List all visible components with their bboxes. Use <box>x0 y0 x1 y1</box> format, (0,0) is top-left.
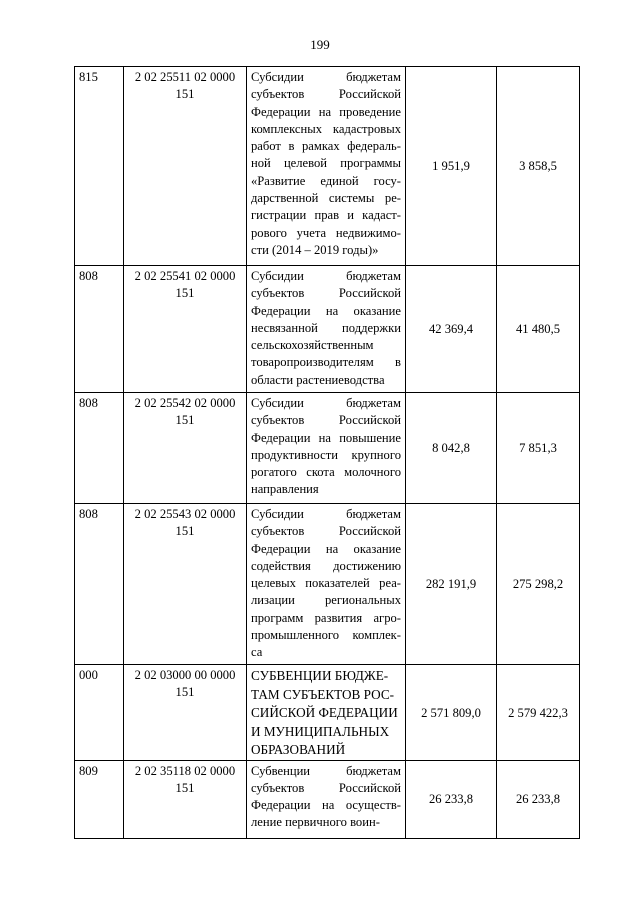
budget-classification-code-cell: 2 02 35118 02 0000 151 <box>124 760 247 838</box>
amount-year1-cell: 26 233,8 <box>406 760 497 838</box>
budget-classification-code-cell: 2 02 25511 02 0000 151 <box>124 67 247 266</box>
budget-classification-code-cell: 2 02 25542 02 0000 151 <box>124 393 247 504</box>
amount-year2-cell: 7 851,3 <box>497 393 580 504</box>
table-row <box>75 67 580 266</box>
table-row <box>75 393 580 504</box>
table-row <box>75 665 580 761</box>
table-row <box>75 266 580 393</box>
revenue-name-cell <box>247 760 406 838</box>
revenue-name-text: Субвенции бюджетам субъектов Российской Федерации на осуществ-ление первичного воин- <box>251 763 401 830</box>
revenue-name-cell: Субсидии бюджетам субъектов Российской Федерации на оказание содействия достижению целевых показателей реа-лизации региональных программ развития агро-промышленного комплек-са <box>247 504 406 665</box>
amount-year2-cell: 26 233,8 <box>497 760 580 838</box>
revenue-name-cell: Субсидии бюджетам субъектов Российской Федерации на повышение продуктивности крупного рогатого скота молочного направления <box>247 393 406 504</box>
table-row <box>75 504 580 665</box>
page-number: 199 <box>310 37 330 52</box>
amount-year1-cell: 282 191,9 <box>406 504 497 665</box>
amount-year1-cell: 8 042,8 <box>406 393 497 504</box>
admin-code-cell: 000 <box>75 665 124 761</box>
amount-year1-cell: 42 369,4 <box>406 266 497 393</box>
amount-year2-cell: 275 298,2 <box>497 504 580 665</box>
admin-code-cell: 815 <box>75 67 124 266</box>
admin-code-cell: 808 <box>75 504 124 665</box>
admin-code-cell: 808 <box>75 266 124 393</box>
admin-code-cell: 809 <box>75 760 124 838</box>
budget-classification-code-cell: 2 02 25543 02 0000 151 <box>124 504 247 665</box>
revenue-name-cell: Субсидии бюджетам субъектов Российской Федерации на проведение комплексных кадастровых работ в рамках федераль-ной целевой программы «Развитие единой госу-дарственной системы ре-гистрации прав и кадаст-рового учета недвижимо-сти (2014 – 2019 годы)» <box>247 67 406 266</box>
admin-code-cell: 808 <box>75 393 124 504</box>
budget-classification-code-cell: 2 02 03000 00 0000 151 <box>124 665 247 761</box>
budget-classification-code-cell: 2 02 25541 02 0000 151 <box>124 266 247 393</box>
amount-year2-cell: 2 579 422,3 <box>497 665 580 761</box>
budget-revenue-table <box>74 66 580 839</box>
revenue-name-cell: СУБВЕНЦИИ БЮДЖЕ-ТАМ СУБЪЕКТОВ РОС-СИЙСКОЙ ФЕДЕРАЦИИ И МУНИЦИПАЛЬНЫХ ОБРАЗОВАНИЙ <box>247 665 406 761</box>
amount-year1-cell: 2 571 809,0 <box>406 665 497 761</box>
table-row <box>75 760 580 838</box>
revenue-name-cell: Субсидии бюджетам субъектов Российской Федерации на оказание несвязанной поддержки сельскохозяйственным товаропроизводителям в области растениеводства <box>247 266 406 393</box>
amount-year2-cell: 3 858,5 <box>497 67 580 266</box>
amount-year1-cell: 1 951,9 <box>406 67 497 266</box>
amount-year2-cell: 41 480,5 <box>497 266 580 393</box>
